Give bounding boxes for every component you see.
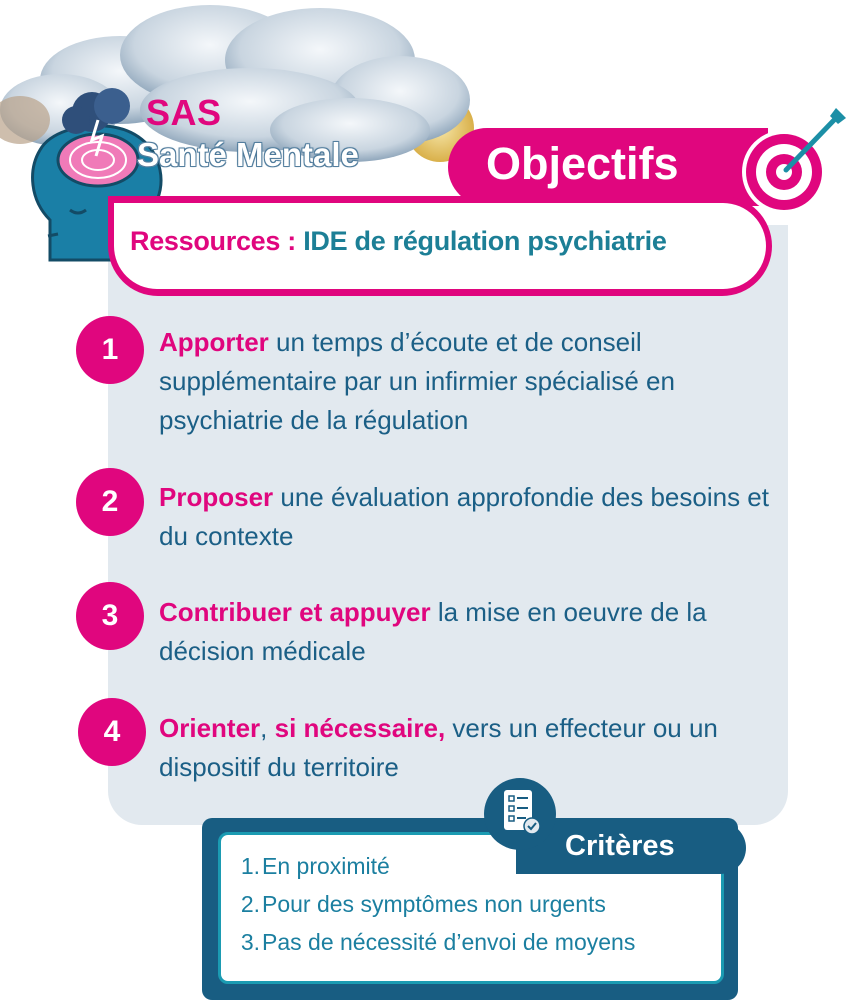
checklist-icon [480,776,560,852]
title-sante-mentale: Santé Mentale [137,136,359,173]
objective-number-4: 4 [78,698,146,766]
objective-item-3 [159,593,779,671]
objectifs-heading: Objectifs [486,138,679,189]
ressources-text [130,226,750,257]
target-icon [738,100,850,220]
ressources-label: Ressources : [130,226,296,256]
objective-verb: Proposer [159,482,274,512]
objective-text: une évaluation approfondie des besoins et du contexte [159,482,769,551]
objective-verb: Contribuer et appuyer [159,597,431,627]
objective-separator: , [260,713,275,743]
criteres-item [236,885,635,923]
ressources-value: IDE de régulation psychiatrie [303,226,667,256]
objective-verb: Orienter [159,713,261,743]
criteres-item-text: Pour des symptômes non urgents [262,891,606,917]
objective-verb: Apporter [159,327,269,357]
criteres-list [236,847,635,961]
title-sas: SAS [146,92,222,133]
objective-item-2 [159,478,779,556]
objective-item-1 [159,323,779,440]
criteres-item [236,923,635,961]
objective-qualifier: si nécessaire, [274,713,446,743]
criteres-item-number: 3. [240,929,260,955]
criteres-item-text: En proximité [262,853,390,879]
objective-number-1: 1 [76,316,144,384]
criteres-heading: Critères [565,830,675,862]
criteres-item-number: 1. [240,853,260,879]
objective-text: la mise en oeuvre de la décision médicale [159,597,707,666]
criteres-item-text: Pas de nécessité d’envoi de moyens [262,929,636,955]
criteres-item [236,847,635,885]
objective-number-3: 3 [76,582,144,650]
objective-text: vers un effecteur ou un dispositif du territoire [159,713,718,782]
objective-number-2: 2 [76,468,144,536]
criteres-item-number: 2. [240,891,260,917]
objective-item-4 [159,709,779,787]
objective-text: un temps d’écoute et de conseil supplémentaire par un infirmier spécialisé en psychiatrie de la régulation [159,327,675,435]
